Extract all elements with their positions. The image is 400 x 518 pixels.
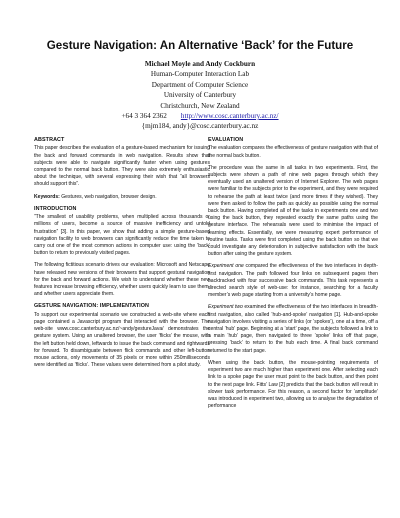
evaluation-paragraph-2: The procedure was the same in all tasks in two experiments. First, the subjects were shown a path of nine web pages through which they eventually used an unaltered version of Internet Explorer. The web pages were familiar to the subjects prior to the experiment, and they were required to rehearse the path at least twice (and more times if they wished). They were then asked to follow the path as quickly as possible using the normal back button. Having completed all of the tasks in experiments one and two using the back button, they repeated exactly the same paths using the gesture interface. The rehearsals were used to minimise the impact of learning effects. Essentially, we were measuring expert performance of routine tasks. Tasks were first completed using the back button so that we could investigate any deterioration in subjective satisfaction with the back button after using the gesture system. (208, 164, 378, 258)
introduction-paragraph-1: “The smallest of usability problems, when multiplied across thousands or millions of users, become a source of massive inefficiency and untold frustration” [3]. In this paper, we show that adding a simple gesture-based navigation facility to web browsers can significantly reduce the time taken to carry out one of the most common actions in computer use: using the ‘back’ button to return to previously visited pages. (34, 214, 210, 257)
paper-title: Gesture Navigation: An Alternative ‘Back’ for the Future (46, 39, 354, 52)
evaluation-heading: EVALUATION (208, 137, 244, 143)
author-university: University of Canterbury (163, 91, 237, 100)
author-email: {mjm184, andy}@cosc.canterbury.ac.nz (141, 122, 259, 131)
introduction-paragraph-2: The following fictitious scenario drives our evaluation: Microsoft and Netscape have released new versions of their browsers that support gestural navigation for the back and forward actions. We wish to understand whether these new features increase browsing efficiency, whether users quickly learn to use them, and whether users appreciate them. (34, 262, 210, 298)
experiment-two-text: examined the effectiveness of the two interfaces in breadth-first navigation, also called ‘hub-and-spoke’ navigation [1]. Hub-and-spoke navigation involves visiting a series of links (or ‘spokes’), one at a time, off a central ‘hub’ page. Beginning at a ‘start’ page, the subjects followed a link to a main ‘hub’ page, then navigated to three ‘spoke’ links off that page, pressing ‘back’ to return to the hub each time. A final back command returned to the start page. (208, 304, 379, 354)
keywords-text: Gestures, web navigation, browser design. (59, 193, 157, 200)
implementation-heading: GESTURE NAVIGATION: IMPLEMENTATION (34, 303, 149, 310)
experiment-one-label: Experiment one (208, 263, 244, 270)
author-lab: Human-Computer Interaction Lab (150, 70, 250, 79)
author-contact-line (0, 111, 400, 121)
experiment-two-paragraph (208, 304, 378, 354)
keywords (34, 194, 210, 201)
abstract-heading: ABSTRACT (34, 137, 65, 143)
author-names: Michael Moyle and Andy Cockburn (144, 60, 256, 68)
experiment-two-label: Experiment two (208, 304, 243, 311)
author-city: Christchurch, New Zealand (160, 101, 240, 110)
left-column (34, 137, 210, 375)
author-department: Department of Computer Science (151, 80, 249, 89)
author-phone: +64 3 364 2362 (121, 112, 167, 121)
back-button-paragraph: When using the back button, the mouse-pointing requirements of experiment two are much higher than experiment one. After selecting each link to a spoke page the user must point to the back button, and then point to the next page link. Fitts’ Law [2] predicts that the back button will result in slower task performance. For this reason, a second factor for ‘amplitude’ was introduced in experiment two, allowing us to analyse the degradation of performance (208, 359, 378, 410)
author-url-link[interactable]: http://www.cosc.canterbury.ac.nz/ (180, 112, 279, 121)
experiment-one-text: compared the effectiveness of the two interfaces in depth-first navigation. The path followed four links on subsequent pages then backtracked with four successive back commands. This task represents a directed search style of web-use: for instance, searching for a faculty member’s web page starting from a university’s home page. (208, 263, 378, 299)
abstract-text: This paper describes the evaluation of a gesture-based mechanism for issuing the back and forward commands in web navigation. Results show that subjects were able to navigate significantly faster when using gestures compared to the normal back button. They were also extremely enthusiastic about the technique, with several expressing their wish that “all browsers should support this”. (34, 145, 210, 188)
experiment-one-paragraph (208, 263, 378, 299)
right-column (208, 137, 378, 415)
implementation-paragraph: To support our experimental scenario we constructed a web-site where each page contained a Javascript program that interacted with the browser. The web-site www.cosc.canterbury.ac.nz/~andy/gestureJava/ demonstrates the gesture system. Using an unaltered browser, the user ‘flicks’ the mouse, with the left button held down, leftwards to issue the back command and rightwards for forward. To disambiguate between flick commands and other left-button mouse actions, only movements of 35 pixels or more within 250milliseconds were identified as ‘flicks’. These values were determined from a pilot study. (34, 311, 210, 369)
author-block (0, 59, 400, 132)
evaluation-paragraph-1: The evaluation compares the effectiveness of gesture navigation with that of the normal back button. (208, 145, 378, 159)
introduction-heading: INTRODUCTION (34, 205, 77, 212)
keywords-label: Keywords: (34, 193, 60, 200)
